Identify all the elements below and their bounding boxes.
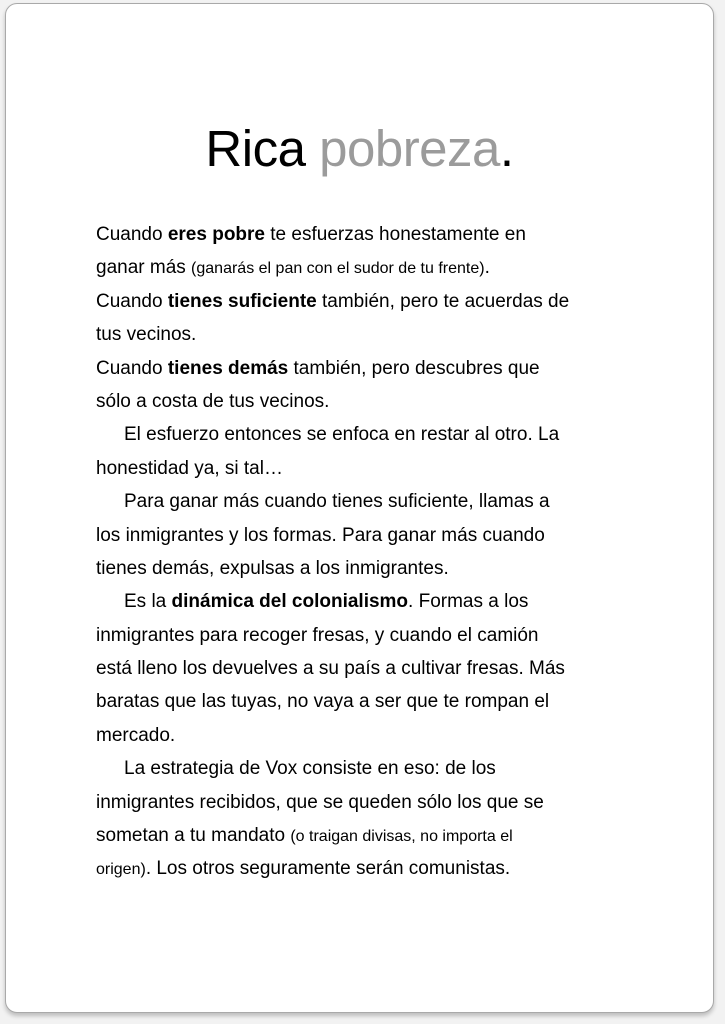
text-line: [96, 352, 656, 385]
text-segment: tienes demás: [167, 357, 289, 379]
text-line: [96, 819, 656, 852]
text-segment: (o traigan divisas, no importa el: [290, 828, 513, 846]
paragraph: [96, 752, 656, 886]
page: [5, 3, 714, 1013]
text-line: [96, 485, 656, 518]
text-segment: los inmigrantes y los formas. Para ganar más cuando: [96, 524, 545, 546]
text-line: [96, 852, 656, 885]
text-segment: . Formas a los: [408, 591, 529, 613]
text-line: [96, 619, 656, 652]
text-segment: tus vecinos.: [96, 324, 197, 346]
text-segment: también, pero descubres que: [288, 357, 540, 379]
text-segment: La estrategia de Vox consiste en eso: de los: [124, 758, 496, 780]
text-line: [96, 285, 656, 318]
text-segment: tienes suficiente: [167, 290, 317, 312]
text-line: [96, 752, 656, 785]
text-segment: Cuando: [96, 290, 168, 312]
text-line: [96, 418, 656, 451]
text-line: [96, 218, 656, 251]
text-line: [96, 385, 656, 418]
paragraph: [96, 352, 656, 419]
text-segment: Para ganar más cuando tienes suficiente, llamas a: [124, 491, 550, 513]
text-line: [96, 719, 656, 752]
text-segment: . Los otros seguramente serán comunistas.: [145, 858, 511, 880]
text-line: [96, 585, 656, 618]
text-line: [96, 552, 656, 585]
text-segment: mercado.: [96, 724, 176, 746]
text-line: [96, 452, 656, 485]
text-segment: sólo a costa de tus vecinos.: [96, 390, 330, 412]
text-segment: inmigrantes recibidos, que se queden sólo los que se: [96, 791, 544, 813]
text-line: [96, 786, 656, 819]
title-word-secondary: pobreza: [305, 120, 500, 177]
text-segment: tienes demás, expulsas a los inmigrantes.: [96, 557, 449, 579]
article-body: [6, 218, 656, 886]
text-segment: Cuando: [96, 224, 168, 245]
text-segment: honestidad ya, si tal…: [96, 457, 283, 479]
paragraph: [96, 418, 656, 485]
text-segment: eres pobre: [167, 224, 265, 245]
text-segment: Cuando: [96, 357, 168, 379]
text-line: [96, 519, 656, 552]
text-segment: Es la: [124, 591, 172, 613]
text-segment: está lleno los devuelves a su país a cultivar fresas. Más: [96, 658, 565, 680]
text-segment: sometan a tu mandato: [96, 825, 291, 847]
text-line: [96, 652, 656, 685]
text-segment: ganar más: [96, 257, 192, 279]
text-segment: (ganarás el pan con el sudor de tu frente): [191, 260, 485, 278]
text-line: [96, 251, 656, 284]
text-line: [96, 318, 656, 351]
text-segment: también, pero te acuerdas de: [316, 290, 570, 312]
paragraph: [96, 218, 656, 285]
paragraph: [96, 485, 656, 585]
text-segment: baratas que las tuyas, no vaya a ser que te rompan el: [96, 691, 550, 713]
text-segment: origen): [96, 861, 146, 879]
paragraph: [96, 285, 656, 352]
text-segment: El esfuerzo entonces se enfoca en restar al otro. La: [124, 424, 560, 446]
text-segment: .: [484, 257, 490, 279]
text-line: [96, 685, 656, 718]
page-title: [6, 120, 713, 177]
title-word-primary: Rica: [205, 120, 306, 177]
text-segment: te esfuerzas honestamente en: [265, 224, 526, 245]
text-segment: dinámica del colonialismo: [171, 591, 409, 613]
text-segment: inmigrantes para recoger fresas, y cuando el camión: [96, 624, 539, 646]
title-period: .: [499, 120, 514, 177]
paragraph: [96, 585, 656, 752]
